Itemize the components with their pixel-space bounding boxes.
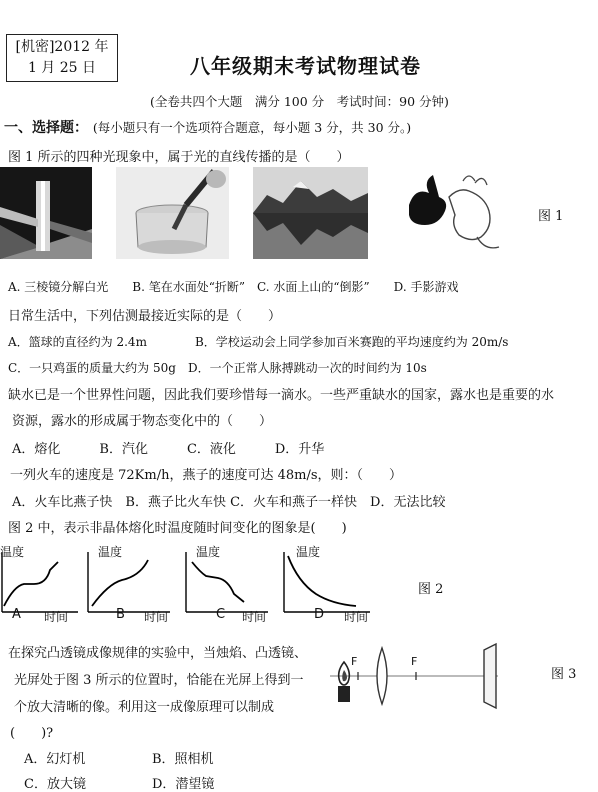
q3-stem-line-1: 缺水已是一个世界性问题，因此我们要珍惜每一滴水。一些严重缺水的国家，露水也是重要的水 <box>8 388 555 403</box>
q6-stem-line-2: 光屏处于图 3 所示的位置时，恰能在光屏上得到一 <box>14 673 304 688</box>
graph-a-ylabel: 温度 <box>0 545 25 559</box>
figure-3-label: 图 3 <box>551 667 577 682</box>
graph-c-letter: C <box>216 607 226 622</box>
graph-b-curve <box>92 560 148 606</box>
q5-stem: 图 2 中，表示非晶体熔化时温度随时间变化的图象是( ) <box>8 521 347 536</box>
q6-stem-line-3: 个放大清晰的像。利用这一成像原理可以制成 <box>14 700 275 715</box>
graph-a-letter: A <box>12 607 21 622</box>
section-note: (每小题只有一个选项符合题意，每小题 3 分，共 30 分。) <box>92 120 412 135</box>
q3-stem-line-2: 资源，露水的形成属于物态变化中的（ ） <box>12 414 273 429</box>
graph-b-xlabel: 时间 <box>144 610 169 624</box>
graph-c-xlabel: 时间 <box>242 610 267 624</box>
graph-d-xlabel: 时间 <box>344 610 369 624</box>
q4-stem: 一列火车的速度是 72Km/h，燕子的速度可达 48m/s，则：（ ） <box>10 468 403 483</box>
q1-options: A. 三棱镜分解白光 B. 笔在水面处“折断” C. 水面上山的“倒影” D. 手影游戏 <box>8 280 459 294</box>
q6-stem-line-1: 在探究凸透镜成像规律的实验中，当烛焰、凸透镜、 <box>8 646 308 661</box>
section-title: 一、选择题： <box>4 120 88 136</box>
q2-stem: 日常生活中，下列估测最接近实际的是（ ） <box>8 309 282 324</box>
graph-a-curve <box>4 562 58 606</box>
date-stamp-box <box>6 34 118 82</box>
graph-d-curve <box>288 556 356 606</box>
graph-b-letter: B <box>116 607 125 622</box>
graph-c-curve <box>192 562 244 602</box>
q6-option-c: C．放大镜 <box>24 777 86 792</box>
optical-bench-diagram <box>326 634 526 714</box>
q3-options: A．熔化 B．汽化 C．液化 D．升华 <box>12 442 325 457</box>
graph-d-ylabel: 温度 <box>296 545 321 559</box>
figure-1-label: 图 1 <box>538 209 564 224</box>
light-screen <box>484 644 496 708</box>
q2-options-line-2: C．一只鸡蛋的质量大约为 50g D．一个正常人脉搏跳动一次的时间约为 10s <box>8 361 427 375</box>
graph-a-xlabel: 时间 <box>44 610 69 624</box>
graph-b-ylabel: 温度 <box>98 545 123 559</box>
convex-lens <box>377 648 387 704</box>
hand-shadow-photo <box>389 167 519 259</box>
q6-option-b: B．照相机 <box>152 752 214 767</box>
q1-stem: 图 1 所示的四种光现象中，属于光的直线传播的是（ ） <box>8 150 350 165</box>
page-title: 八年级期末考试物理试卷 <box>190 54 421 78</box>
q6-option-a: A．幻灯机 <box>24 752 86 767</box>
mountain-reflection-photo <box>253 167 368 259</box>
stamp-line-1: [机密]2012 年 <box>15 39 109 55</box>
exam-info: (全卷共四个大题 满分 100 分 考试时间：90 分钟) <box>150 94 449 109</box>
graph-c-ylabel: 温度 <box>196 545 221 559</box>
pencil-in-water-photo <box>116 167 229 259</box>
focal-label-left: F <box>351 655 358 668</box>
graph-d-letter: D <box>314 607 325 622</box>
stamp-line-2: 1 月 25 日 <box>27 60 97 76</box>
section-heading <box>4 117 411 137</box>
figure-2-label: 图 2 <box>418 582 444 597</box>
candle-body <box>338 686 350 702</box>
prism-photo <box>0 167 92 259</box>
q4-options: A．火车比燕子快 B．燕子比火车快 C．火车和燕子一样快 D．无法比较 <box>12 495 446 510</box>
focal-label-right: F <box>411 655 418 668</box>
q6-option-d: D．潜望镜 <box>152 777 215 792</box>
q2-options-line-1: A．篮球的直径约为 2.4m B．学校运动会上同学参加百米赛跑的平均速度约为 20m/s <box>8 335 509 349</box>
q6-stem-line-4: ( )? <box>10 726 54 741</box>
